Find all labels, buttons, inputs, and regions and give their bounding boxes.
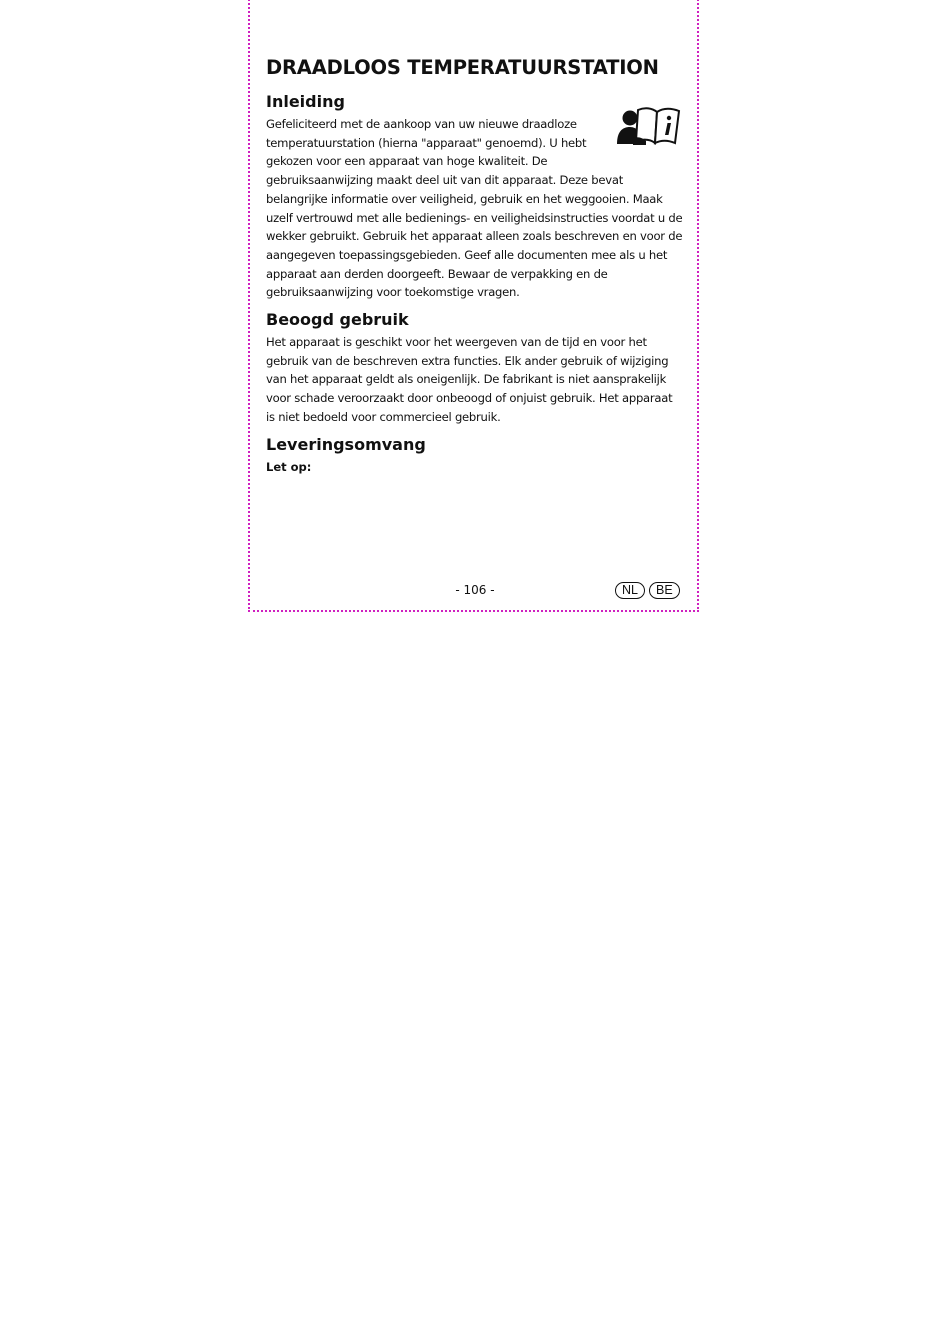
document-title: DRAADLOOS TEMPERATUURSTATION (266, 56, 659, 79)
page-number: - 106 - (455, 583, 495, 597)
note-label: Let op: (266, 459, 312, 474)
country-badge-nl: NL (615, 582, 645, 599)
section-heading-intro: Inleiding (266, 92, 345, 111)
country-badges (615, 582, 680, 599)
country-badge-be: BE (649, 582, 680, 599)
section-intended-use (266, 309, 684, 427)
section-heading-intended-use: Beoogd gebruik (266, 310, 409, 330)
intro-text: Gefeliciteerd met de aankoop van uw nieuwe draadloze temperatuurstation (hierna "apparaat" genoemd). U hebt gekozen voor een apparaat van hoge kwaliteit. De gebruiksaanwijzing maakt deel uit van dit apparaat. Deze bevat belangrijke informatie over veiligheid, gebruik en het weggooien. Maak uzelf vertrouwd met alle bedienings- en veiligheidsinstructies voordat u de wekker gebruikt. Gebruik het apparaat alleen zoals beschreven en voor de aangegeven toepassingsgebieden. Geef alle documenten mee als u het apparaat aan derden doorgeeft. Bewaar de verpakking en de gebruiksaanwijzing voor toekomstige vragen. (266, 117, 683, 300)
page-content (266, 55, 684, 476)
section-scope-of-delivery (266, 434, 684, 476)
section-intro (266, 91, 684, 302)
intended-use-text: Het apparaat is geschikt voor het weergeven van de tijd en voor het gebruik van de beschreven extra functies. Elk ander gebruik of wijziging van het apparaat geldt als oneigenlijk. De fabrikant is niet aansprakelijk voor schade veroorzaakt door onbeoogd of onjuist gebruik. Het apparaat is niet bedoeld voor commercieel gebruik. (266, 335, 673, 424)
section-heading-scope-of-delivery: Leveringsomvang (266, 434, 426, 454)
reader-with-info-book-icon (616, 103, 682, 149)
